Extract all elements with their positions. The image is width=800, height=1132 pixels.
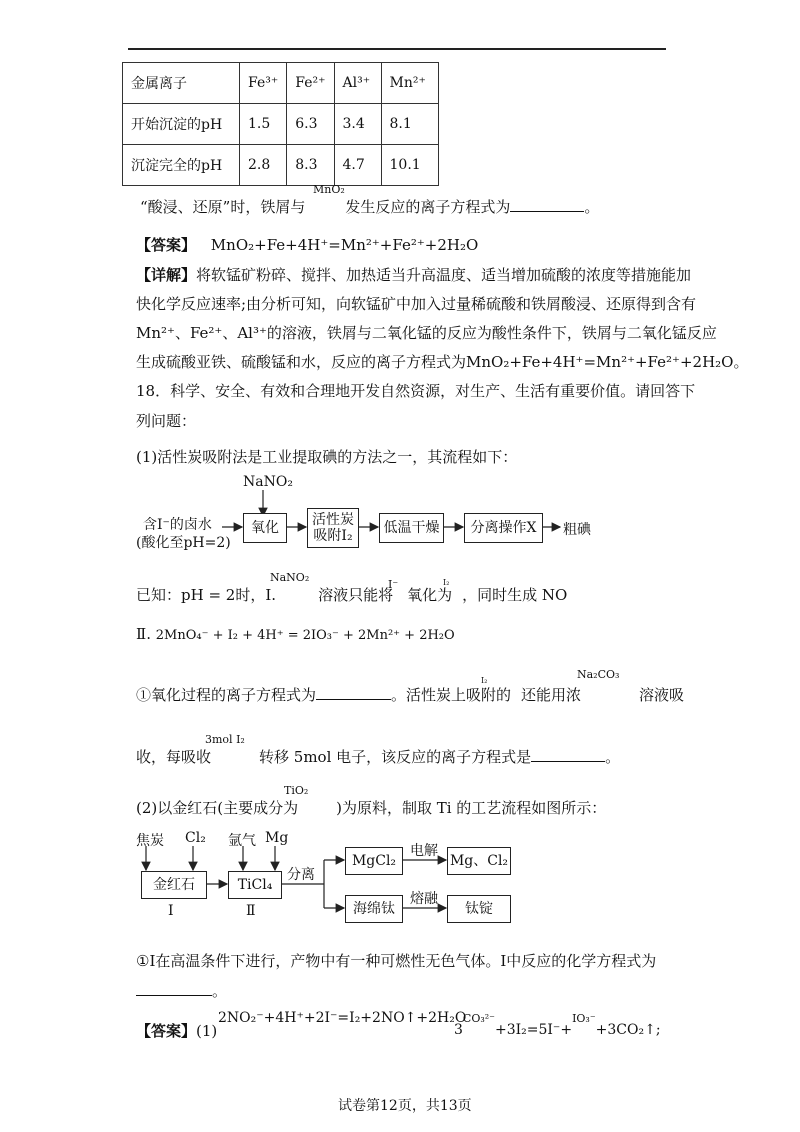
q1-text-e: 收，每吸收 [136, 748, 212, 766]
q1-line2 [136, 746, 620, 767]
answer-blank[interactable] [316, 687, 391, 700]
flow2-box-ti-ingot: 钛锭 [447, 895, 511, 923]
punctuation: 。 [212, 982, 228, 1000]
tio2-formula: TiO₂ [284, 784, 309, 797]
table-cell: 沉淀完全的pH [123, 145, 240, 186]
table-cell: 4.7 [334, 145, 381, 186]
punctuation: 。 [584, 198, 600, 216]
table-header-cell: Mn²⁺ [381, 63, 438, 104]
table-cell: 10.1 [381, 145, 438, 186]
answer-2-eq1: 2NO₂⁻+4H⁺+2I⁻=I₂+2NO↑+2H₂O [218, 1010, 467, 1026]
na2co3-formula: Na₂CO₃ [577, 668, 620, 681]
answer2-coefficient: 3 [454, 1022, 463, 1038]
flow1-box-adsorb-line2: 吸附I₂ [313, 528, 353, 544]
mol-i2-formula: 3mol I₂ [205, 733, 245, 746]
flow2-separate-label: 分离 [287, 867, 315, 883]
q1-text-g: 。 [605, 748, 621, 766]
part2-line [136, 797, 606, 818]
flow1-box-adsorb [307, 508, 359, 548]
table-header-cell: 金属离子 [123, 63, 240, 104]
flow2-box-ticl4: TiCl₄ [228, 871, 282, 899]
detail-line-2: 快化学反应速率;由分析可知，向软锰矿中加入过量稀硫酸和铁屑酸浸、还原得到含有 [136, 295, 697, 313]
answer-2-label [136, 1020, 217, 1041]
table-cell: 8.3 [287, 145, 334, 186]
q1-text-b: 。活性炭上吸附的 [391, 686, 512, 704]
flow2-box-sponge-ti: 海绵钛 [345, 895, 403, 923]
part2-text-a: (2)以金红石(主要成分为 [136, 799, 299, 817]
table-header-cell: Al³⁺ [334, 63, 381, 104]
table-cell: 3.4 [334, 104, 381, 145]
known-text-4: ，同时生成 NO [462, 586, 568, 604]
flow2-electrolysis-label: 电解 [410, 843, 438, 859]
io3-formula: IO₃⁻ [572, 1012, 596, 1025]
prev-question-text-2: 发生反应的离子方程式为 [345, 198, 511, 216]
known-prefix: 已知： [136, 586, 182, 604]
flow2-step-1: Ⅰ [168, 903, 174, 919]
table-cell: 1.5 [240, 104, 287, 145]
flow2-box-mgcl2: MgCl₂ [345, 847, 403, 875]
known-ii-label: Ⅱ. [136, 625, 151, 643]
q18-line-2: 列问题： [136, 412, 197, 430]
table-header-cell: Fe³⁺ [240, 63, 287, 104]
flow1-box-separation: 分离操作X [464, 513, 543, 543]
answer-label: 【答案】 [136, 1022, 197, 1040]
answer-blank[interactable] [136, 983, 212, 996]
known-line [136, 584, 567, 605]
flow1-product: 粗碘 [563, 522, 591, 538]
known-text-2: 溶液只能将 [318, 586, 394, 604]
q2-line2 [136, 980, 227, 1001]
q1-line1 [136, 684, 684, 705]
mno2-formula: MnO₂ [313, 183, 345, 196]
q1-text-d: 溶液吸 [639, 686, 685, 704]
table-header-cell: Fe²⁺ [287, 63, 334, 104]
page-footer: 试卷第12页，共13页 [338, 1098, 472, 1114]
answer-part: (1) [196, 1022, 218, 1040]
table-cell: 开始沉淀的pH [123, 104, 240, 145]
flow2-step-2: Ⅱ [246, 903, 256, 919]
iminus-formula: I⁻ [388, 578, 399, 591]
flow2-input-mg: Mg [265, 830, 289, 846]
known-text-3: 氧化为 [407, 586, 453, 604]
flow2-melt-label: 熔融 [410, 891, 438, 907]
detail-label: 【详解】 [136, 266, 197, 284]
flow1-start-line1: 含I⁻的卤水 [143, 517, 212, 533]
flow2-input-argon: 氩气 [228, 833, 256, 849]
flow2-input-cl2: Cl₂ [185, 830, 206, 846]
known-ii-line [136, 625, 455, 643]
detail-line-4: 生成硫酸亚铁、硫酸锰和水，反应的离子方程式为MnO₂+Fe+4H⁺=Mn²⁺+Fe²⁺+2H₂O。 [136, 353, 749, 371]
answer-2-eq2 [454, 1012, 661, 1038]
prev-question-text: “酸浸、还原”时，铁屑与 [140, 198, 306, 216]
flow2-box-rutile: 金红石 [141, 871, 207, 899]
q1-i2-formula: I₂ [481, 676, 488, 685]
known-ii-equation: 2MnO₄⁻ + I₂ + 4H⁺ = 2IO₃⁻ + 2Mn²⁺ + 2H₂O [155, 628, 455, 643]
answer-equation: MnO₂+Fe+4H⁺=Mn²⁺+Fe²⁺+2H₂O [210, 236, 479, 254]
flow1-box-drying: 低温干燥 [379, 513, 444, 543]
q2-line1: ①Ⅰ在高温条件下进行，产物中有一种可燃性无色气体。Ⅰ中反应的化学方程式为 [136, 952, 657, 970]
answer2-mid: +3I₂=5I⁻+ [494, 1022, 573, 1038]
flow2-input-coke: 焦炭 [136, 833, 164, 849]
answer-blank[interactable] [531, 749, 605, 762]
co3-formula: CO₃²⁻ [462, 1012, 495, 1025]
q18-part1: (1)活性炭吸附法是工业提取碘的方法之一，其流程如下： [136, 448, 518, 466]
flow1-reagent-nano2: NaNO₂ [243, 474, 293, 490]
flow1-box-adsorb-line1: 活性炭 [312, 512, 354, 528]
table-cell: 2.8 [240, 145, 287, 186]
known-text-1: 时，Ⅰ. [235, 586, 277, 604]
table-cell: 8.1 [381, 104, 438, 145]
detail-text: 将软锰矿粉碎、搅拌、加热适当升高温度、适当增加硫酸的浓度等措施能加 [196, 266, 692, 284]
q1-text-c: 还能用浓 [521, 686, 582, 704]
part2-text-b: )为原料，制取 Ti 的工艺流程如图所示： [336, 799, 607, 817]
q1-text-a: ①氧化过程的离子方程式为 [136, 686, 317, 704]
flow1-start-line2: (酸化至pH=2) [136, 535, 231, 551]
table-cell: 6.3 [287, 104, 334, 145]
flow2-box-mg-cl2: Mg、Cl₂ [447, 847, 511, 875]
answer2-tail: +3CO₂↑; [595, 1022, 661, 1038]
answer-label: 【答案】 [136, 236, 197, 254]
i2-formula: I₂ [443, 578, 450, 587]
flow1-box-oxidation: 氧化 [243, 513, 287, 543]
ph-value: pH = 2 [181, 586, 236, 604]
q18-line-1: 18．科学、安全、有效和合理地开发自然资源，对生产、生活有重要价值。请回答下 [136, 382, 696, 400]
nano2-formula: NaNO₂ [270, 571, 310, 584]
detail-line-3: Mn²⁺、Fe²⁺、Al³⁺的溶液，铁屑与二氧化锰的反应为酸性条件下，铁屑与二氧化锰反应 [136, 324, 717, 342]
q1-text-f: 转移 5mol 电子，该反应的离子方程式是 [259, 748, 532, 766]
